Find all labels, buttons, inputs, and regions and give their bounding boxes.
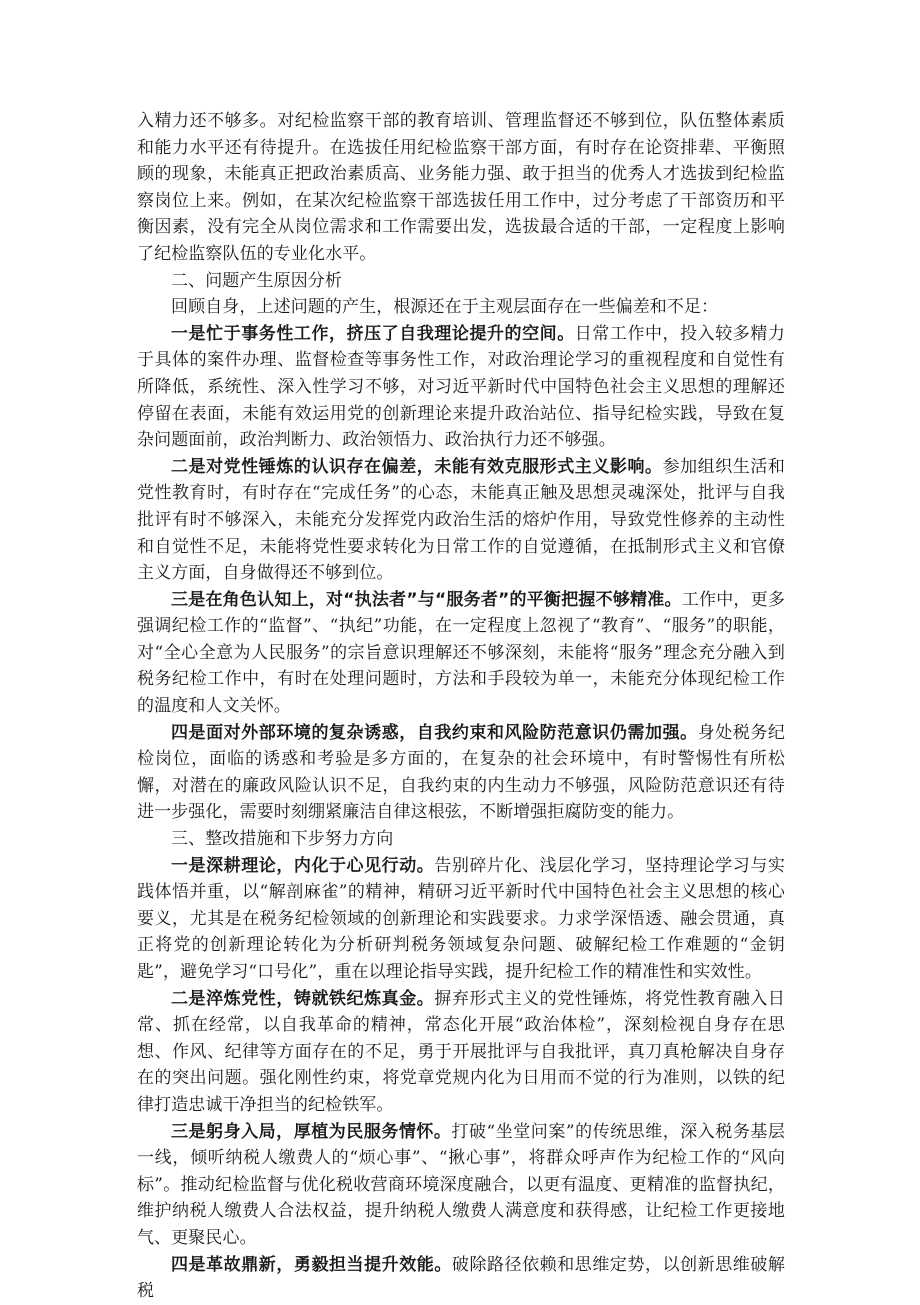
paragraph-text: 工作中，更多强调纪检工作的“监督”、“执纪”功能，在一定程度上忽视了“教育”、“服务”的职能，对“全心全意为人民服务”的宗旨意识理解还不够深刻，未能将“服务”理念充分融入到税务纪检工作中，有时在处理问题时，方法和手段较为单一，未能充分体现纪检工作的温度和人文关怀。 [137,589,785,717]
paragraph-text: 入精力还不够多。对纪检监察干部的教育培训、管理监督还不够到位，队伍整体素质和能力水平还有待提升。在选拔任用纪检监察干部方面，有时存在论资排辈、平衡照顾的现象，未能真正把政治素质高、业务能力强、敢于担当的优秀人才选拔到纪检监察岗位上来。例如，在某次纪检监察干部选拔任用工作中，过分考虑了干部资历和平衡因素，没有完全从岗位需求和工作需要出发，选拔最合适的干部，一定程度上影响了纪检监察队伍的专业化水平。 [137,111,785,264]
paragraph-cause-4 [137,720,785,826]
paragraph-lead: 一是深耕理论，内化于心见行动。 [171,855,435,876]
section-heading-2 [137,268,785,295]
paragraph-intro [137,294,785,321]
paragraph-cause-1 [137,321,785,454]
paragraph-text: 参加组织生活和党性教育时，有时存在“完成任务”的心态，未能真正触及思想灵魂深处，批评与自我批评有时不够深入，未能充分发挥党内政治生活的熔炉作用，导致党性修养的主动性和自觉性不足，未能将党性要求转化为日常工作的自觉遵循，在抵制形式主义和官僚主义方面，自身做得还不够到位。 [137,456,785,584]
heading-text: 三、整改措施和下步努力方向 [171,829,394,850]
paragraph-lead: 四是面对外部环境的复杂诱惑，自我约束和风险防范意识仍需加强。 [171,722,698,743]
paragraph-text: 打破“坐堂问案”的传统思维，深入税务基层一线，倾听纳税人缴费人的“烦心事”、“揪心事”，将群众呼声作为纪检工作的“风向标”。推动纪检监督与优化税收营商环境深度融合，以更有温度、更精准的监督执纪，维护纳税人缴费人合法权益，提升纳税人缴费人满意度和获得感，让纪检工作更接地气、更聚民心。 [137,1121,785,1248]
paragraph-text: 破除路径依赖和思维定势，以创新思维破解税 [137,1254,785,1302]
heading-text: 二、问题产生原因分析 [171,270,342,291]
paragraph-lead: 二是淬炼党性，铸就铁纪炼真金。 [171,988,435,1009]
paragraph-lead: 二是对党性锤炼的认识存在偏差，未能有效克服形式主义影响。 [171,456,663,477]
paragraph-measure-3 [137,1119,785,1252]
paragraph-text: 摒弃形式主义的党性锤炼，将党性教育融入日常、抓在经常，以自我革命的精神，常态化开展“政治体检”，深刻检视自身存在思想、作风、纪律等方面存在的不足，勇于开展批评与自我批评，真刀真枪解决自身存在的突出问题。强化刚性约束，将党章党规内化为日用而不觉的行为准则，以铁的纪律打造忠诚干净担当的纪检铁军。 [137,988,786,1115]
paragraph-text: 告别碎片化、浅层化学习，坚持理论学习与实践体悟并重，以“解剖麻雀”的精神，精研习近平新时代中国特色社会主义思想的核心要义，尤其是在税务纪检领域的创新理论和实践要求。力求学深悟透、融会贯通，真正将党的创新理论转化为分析研判税务领域复杂问题、破解纪检工作难题的“金钥匙”，避免学习“口号化”，重在以理论指导实践，提升纪检工作的精准性和实效性。 [137,855,786,982]
paragraph-text: 回顾自身，上述问题的产生，根源还在于主观层面存在一些偏差和不足： [171,297,719,318]
paragraph-cause-3 [137,587,785,720]
section-heading-3 [137,826,785,853]
document-page [137,108,785,1305]
paragraph-measure-2 [137,986,785,1119]
paragraph-lead: 一是忙于事务性工作，挤压了自我理论提升的空间。 [171,323,575,344]
paragraph-text: 日常工作中，投入较多精力于具体的案件办理、监督检查等事务性工作，对政治理论学习的重视程度和自觉性有所降低，系统性、深入性学习不够，对习近平新时代中国特色社会主义思想的理解还停留在表面，未能有效运用党的创新理论来提升政治站位、指导纪检实践，导致在复杂问题面前，政治判断力、政治领悟力、政治执行力还不够强。 [137,323,785,451]
paragraph-lead: 三是在角色认知上，对“执法者”与“服务者”的平衡把握不够精准。 [171,589,682,610]
paragraph-measure-1 [137,853,785,986]
paragraph-lead: 四是革故鼎新，勇毅担当提升效能。 [171,1254,452,1275]
paragraph-continued [137,108,785,268]
paragraph-lead: 三是躬身入局，厚植为民服务情怀。 [171,1121,452,1142]
paragraph-text: 身处税务纪检岗位，面临的诱惑和考验是多方面的，在复杂的社会环境中，有时警惕性有所松懈，对潜在的廉政风险认识不足，自我约束的内生动力不够强，风险防范意识还有待进一步强化，需要时刻绷紧廉洁自律这根弦，不断增强拒腐防变的能力。 [137,722,786,823]
paragraph-cause-2 [137,454,785,587]
paragraph-measure-4 [137,1252,785,1305]
